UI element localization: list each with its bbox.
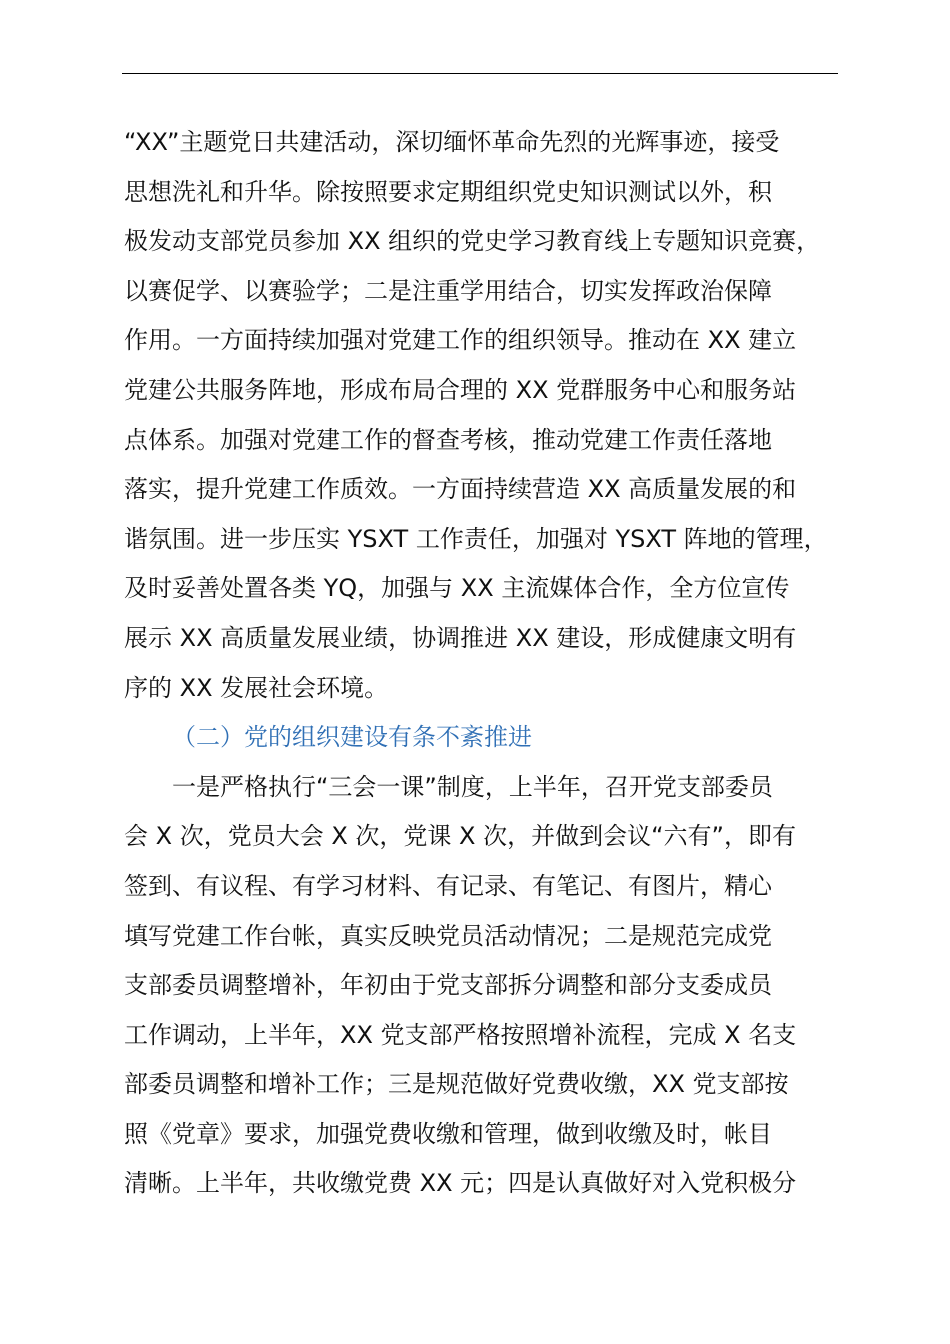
- paragraph-2-line: 部委员调整和增补工作；三是规范做好党费收缴，XX 党支部按: [124, 1070, 789, 1099]
- paragraph-2-line: 清晰。上半年，共收缴党费 XX 元；四是认真做好对入党积极分: [124, 1169, 797, 1198]
- paragraph-1-line: 谐氛围。进一步压实 YSXT 工作责任，加强对 YSXT 阵地的管理，: [124, 524, 828, 553]
- paragraph-2-line: 照《党章》要求，加强党费收缴和管理，做到收缴及时，帐目: [124, 1119, 772, 1148]
- paragraph-2-line: 填写党建工作台帐，真实反映党员活动情况；二是规范完成党: [124, 921, 772, 950]
- paragraph-2-line: 一是严格执行“三会一课”制度，上半年，召开党支部委员: [172, 772, 773, 801]
- paragraph-1-line: 党建公共服务阵地，形成布局合理的 XX 党群服务中心和服务站: [124, 375, 797, 404]
- paragraph-1-line: 思想洗礼和升华。除按照要求定期组织党史知识测试以外，积: [124, 177, 772, 206]
- paragraph-1-line: 落实，提升党建工作质效。一方面持续营造 XX 高质量发展的和: [124, 475, 797, 504]
- paragraph-1-line: 作用。一方面持续加强对党建工作的组织领导。推动在 XX 建立: [124, 326, 797, 355]
- paragraph-2-line: 工作调动，上半年，XX 党支部严格按照增补流程，完成 X 名支: [124, 1020, 797, 1049]
- paragraph-1-line: 及时妥善处置各类 YQ，加强与 XX 主流媒体合作，全方位宣传: [124, 574, 790, 603]
- section-heading: （二）党的组织建设有条不紊推进: [172, 723, 532, 752]
- paragraph-2-line: 支部委员调整增补，年初由于党支部拆分调整和部分支委成员: [124, 971, 772, 1000]
- paragraph-1-line: 极发动支部党员参加 XX 组织的党史学习教育线上专题知识竞赛，: [124, 227, 821, 256]
- paragraph-2-line: 签到、有议程、有学习材料、有记录、有笔记、有图片，精心: [124, 871, 772, 900]
- paragraph-1-line: 序的 XX 发展社会环境。: [124, 673, 389, 702]
- paragraph-1-line: “XX”主题党日共建活动，深切缅怀革命先烈的光辉事迹，接受: [124, 128, 780, 156]
- paragraph-1-line: 以赛促学、以赛验学；二是注重学用结合，切实发挥政治保障: [124, 276, 772, 305]
- paragraph-2-line: 会 X 次，党员大会 X 次，党课 X 次，并做到会议“六有”，即有: [124, 822, 796, 851]
- document-body: [124, 118, 864, 1209]
- header-rule: [122, 73, 838, 74]
- paragraph-1-line: 展示 XX 高质量发展业绩，协调推进 XX 建设，形成健康文明有: [124, 623, 797, 652]
- paragraph-1-line: 点体系。加强对党建工作的督查考核，推动党建工作责任落地: [124, 425, 772, 454]
